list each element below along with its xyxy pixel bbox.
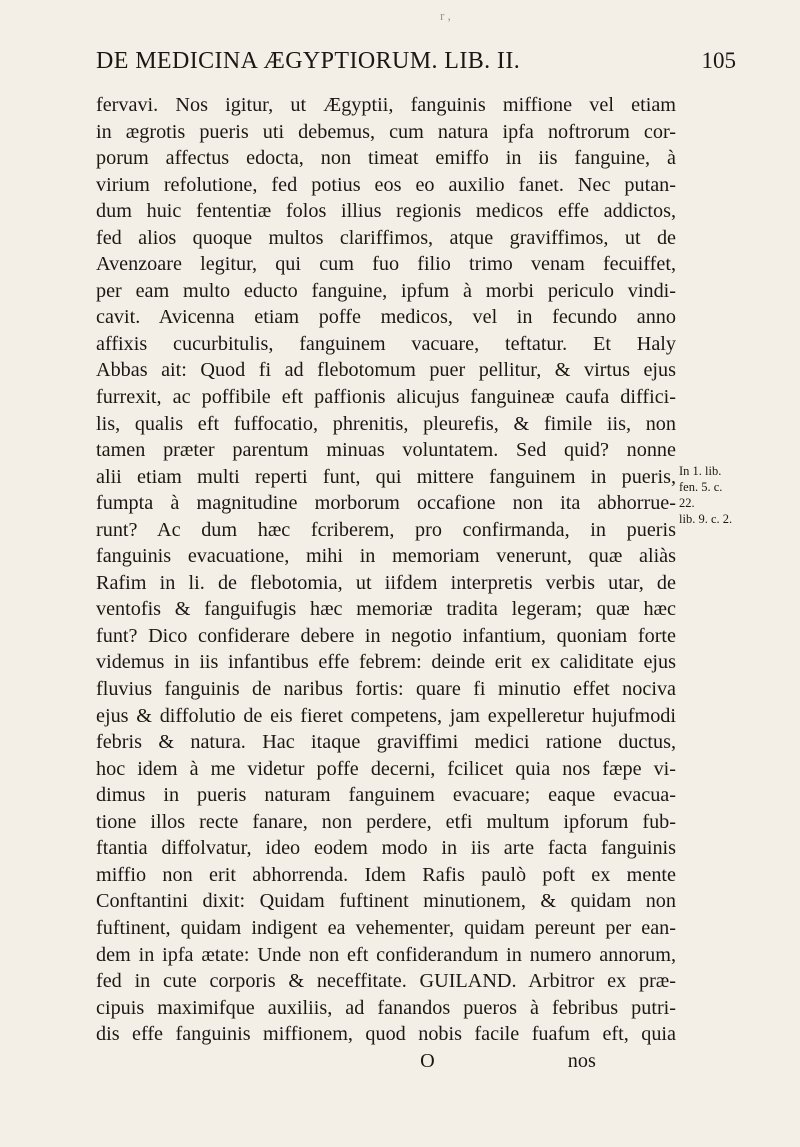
text-line-25: febris & natura. Hac itaque graviffimi medici ratione ductus, — [96, 731, 676, 754]
text-line-8: per eam multo educto fanguine, ipfum à morbi periculo vindi- — [96, 279, 676, 302]
text-line-16: fumpta à magnitudine morborum occafione non ita abhorrue- — [96, 492, 676, 515]
text-line-23: fluvius fanguinis de naribus fortis: quare fi minutio effet nociva — [96, 678, 676, 701]
signature-mark: O — [420, 1049, 435, 1072]
text-line-4: virium refolutione, fed potius eos eo auxilio fanet. Nec putan- — [96, 173, 676, 196]
body-text — [96, 92, 676, 1074]
text-line-31: Conftantini dixit: Quidam fuftinent minutionem, & quidam non — [96, 890, 676, 913]
margin-note — [679, 463, 794, 527]
text-line-36: dis effe fanguinis miffionem, quod nobis facile fuafum eft, quia — [96, 1023, 676, 1046]
text-line-3: porum affectus edocta, non timeat emiffo in iis fanguine, à — [96, 147, 676, 170]
text-line-12: furrexit, ac poffibile eft paffionis alicujus fanguineæ caufa diffici- — [96, 386, 676, 409]
text-line-34: fed in cute corporis & neceffitate. GUILAND. Arbitror ex præ- — [96, 970, 676, 993]
text-line-19: Rafim in li. de flebotomia, ut iifdem interpretis verbis utar, de — [96, 571, 676, 594]
text-line-32: fuftinent, quidam indigent ea vehementer, quidam pereunt per ean- — [96, 916, 676, 939]
text-line-29: ftantia diffolvatur, ideo eodem modo in iis arte facta fanguinis — [96, 837, 676, 860]
text-line-28: tione illos recte fanare, non perdere, etfi multum ipforum fub- — [96, 810, 676, 833]
text-line-15: alii etiam multi reperti funt, qui mittere fanguinem in pueris, — [96, 465, 676, 488]
text-line-21: funt? Dico confiderare debere in negotio infantium, quoniam forte — [96, 624, 676, 647]
catchword: nos — [567, 1049, 596, 1072]
text-line-14: tamen præter parentum minuas voluntatem. Sed quid? nonne — [96, 439, 676, 462]
margin-note-line-3: 22. — [679, 496, 695, 510]
text-line-10: affixis cucurbitulis, fanguinem vacuare, teftatur. Et Haly — [96, 332, 676, 355]
text-line-5: dum huic fententiæ folos illius regionis medicos effe addictos, — [96, 200, 676, 223]
text-line-27: dimus in pueris naturam fanguinem evacuare; eaque evacua- — [96, 784, 676, 807]
margin-note-line-1: In 1. lib. — [679, 464, 722, 478]
page-mark: r , — [440, 8, 451, 23]
text-line-11: Abbas ait: Quod fi ad flebotomum puer pellitur, & virtus ejus — [96, 359, 676, 382]
text-line-22: videmus in iis infantibus effe febrem: deinde erit ex caliditate ejus — [96, 651, 676, 674]
text-line-18: fanguinis evacuatione, mihi in memoriam venerunt, quæ aliàs — [96, 545, 676, 568]
catchline — [96, 1048, 676, 1075]
text-line-9: cavit. Avicenna etiam poffe medicos, vel in fecundo anno — [96, 306, 676, 329]
text-line-20: ventofis & fanguifugis hæc memoriæ tradita legeram; quæ hæc — [96, 598, 676, 621]
page-number: 105 — [701, 48, 736, 73]
text-line-1: fervavi. Nos igitur, ut Ægyptii, fanguinis miffione vel etiam — [96, 94, 676, 116]
margin-note-line-4: lib. 9. c. 2. — [679, 512, 733, 526]
text-line-30: miffio non erit abhorrenda. Idem Rafis paulò poft ex mente — [96, 863, 676, 886]
text-line-13: lis, qualis eft fuffocatio, phrenitis, pleurefis, & fimile iis, non — [96, 412, 676, 435]
text-line-24: ejus & diffolutio de eis fieret competens, jam expelleretur hujufmodi — [96, 704, 676, 727]
text-line-6: fed alios quoque multos clariffimos, atque graviffimos, ut de — [96, 226, 676, 249]
page-header — [96, 48, 736, 78]
text-line-26: hoc idem à me videtur poffe decerni, fcilicet quia nos fæpe vi- — [96, 757, 676, 780]
text-line-7: Avenzoare legitur, qui cum fuo filio trimo venam fecuiffet, — [96, 253, 676, 276]
running-head: DE MEDICINA ÆGYPTIORUM. LIB. II. — [96, 48, 521, 74]
text-line-2: in ægrotis pueris uti debemus, cum natura ipfa noftrorum cor- — [96, 120, 676, 143]
margin-note-line-2: fen. 5. c. — [679, 480, 723, 494]
text-line-17: runt? Ac dum hæc fcriberem, pro confirmanda, in pueris — [96, 518, 676, 541]
text-line-33: dem in ipfa ætate: Unde non eft confiderandum in numero annorum, — [96, 943, 676, 966]
text-line-35: cipuis maximifque auxiliis, ad fanandos pueros à febribus putri- — [96, 996, 676, 1019]
